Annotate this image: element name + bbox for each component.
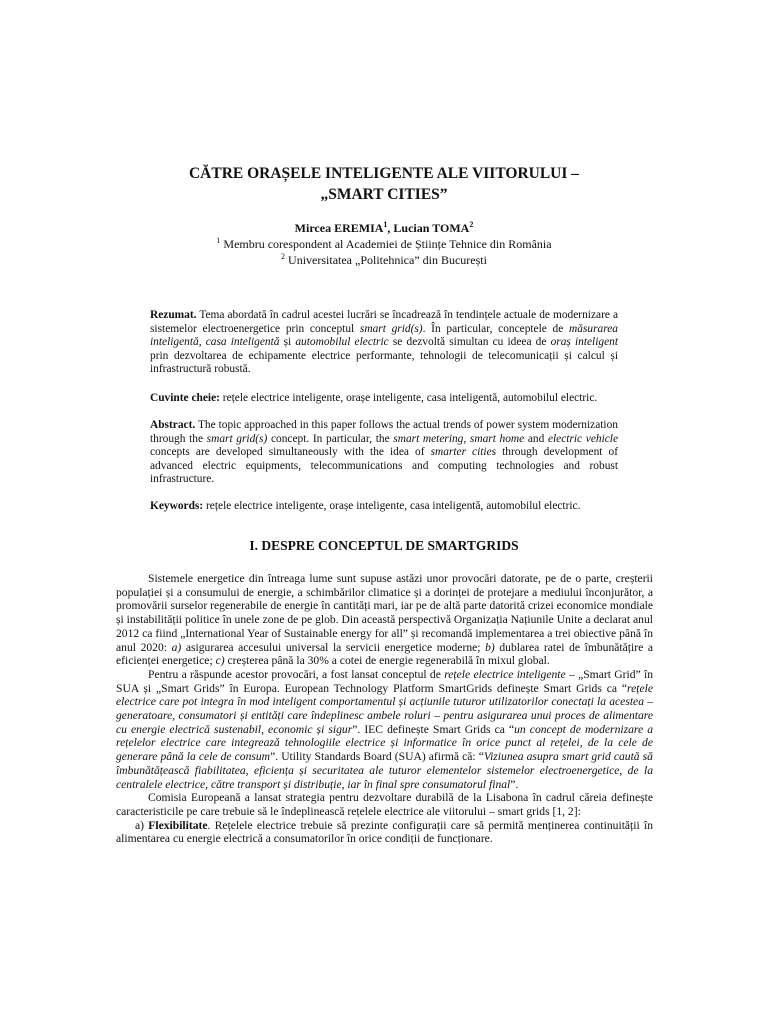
list-item-text: . Rețelele electrice trebuie să prezinte configurații care să permită menținerea continuității în alimentarea cu energie electrică a consumatorilor în orice condiții de funcționare. xyxy=(116,818,654,846)
rezumat-paragraph xyxy=(150,309,618,377)
cuvinte-cheie-label: Cuvinte cheie: xyxy=(150,392,220,404)
author-names xyxy=(0,220,768,236)
body-italic-run: c) xyxy=(215,654,225,668)
section-heading: I. DESPRE CONCEPTUL DE SMARTGRIDS xyxy=(249,538,519,553)
abstract-paragraph xyxy=(150,419,618,487)
abstract-italic: smart home xyxy=(469,432,525,445)
author-2: Lucian TOMA xyxy=(393,221,470,235)
list-item-label: Flexibilitate xyxy=(148,818,208,832)
author-1-sup: 1 xyxy=(383,220,388,229)
rezumat-italic: oraș inteligent xyxy=(550,336,618,348)
body-text-run: – „Smart Grid” în SUA și „Smart Grids” în Europa. European Technology Platform SmartGrids definește Smart Grids ca “ xyxy=(116,667,653,695)
body-paragraph xyxy=(116,572,653,668)
title-line-2: „SMART CITIES” xyxy=(320,186,448,203)
list-marker: a) xyxy=(135,818,149,832)
rezumat-text: și xyxy=(279,336,296,348)
body-paragraph xyxy=(116,668,653,791)
body-italic-run: Viziunea asupra smart grid caută să îmbunătățească fiabilitatea, eficiența și securitatea ale tuturor elementelor sistemelor electroenergetice, de la centralele electrice, către transport și distribuție, iar în final spre consumatorul final xyxy=(116,750,653,791)
rezumat-text: prin dezvoltarea de echipamente electrice performante, tehnologii de telecomunicații și calcul și infrastructură robustă. xyxy=(150,349,618,375)
rezumat-text: . În particular, conceptele de xyxy=(422,322,570,335)
affiliation-2-sup: 2 xyxy=(281,252,286,261)
rezumat-label: Rezumat. xyxy=(150,309,197,321)
rezumat-text: se dezvoltă simultan cu ideea de xyxy=(388,336,551,348)
body-text xyxy=(116,572,653,846)
authors-block xyxy=(0,220,768,268)
abstract-text: and xyxy=(524,432,548,445)
body-italic-run: a) xyxy=(171,640,182,654)
abstract-text: through development of advanced electric equipments, telecommunications and computing technologies and robust infrastructure. xyxy=(150,446,618,485)
abstract-text: , xyxy=(463,432,470,445)
list-item-flexibilitate xyxy=(116,819,653,846)
rezumat-italic: casa inteligentă xyxy=(205,336,280,348)
body-text-run: ”. Utility Standards Board (SUA) afirmă că: “ xyxy=(270,750,484,764)
abstract-italic: smarter cities xyxy=(430,446,497,458)
abstract-text: The topic approached in this paper follows the actual trends of power system modernization through the xyxy=(150,419,618,445)
body-italic-run: rețele electrice inteligente xyxy=(444,667,566,681)
affiliation-1-sup: 1 xyxy=(216,236,221,245)
abstract-text: concept. In particular, the xyxy=(267,432,394,445)
body-paragraph: Comisia Europeană a lansat strategia pentru dezvoltare durabilă de la Lisabona în cadrul căreia definește caracteristicile pe care trebuie să le îndeplinească rețelele electrice ale viitorului – smart grids [1, 2]: xyxy=(116,791,653,818)
abstract-text: concepts are developed simultaneously with the idea of xyxy=(150,446,431,458)
keywords-paragraph xyxy=(150,500,618,514)
body-italic-run: b) xyxy=(485,640,495,654)
keywords-label: Keywords: xyxy=(150,500,204,512)
author-separator: , xyxy=(387,221,394,235)
paper-title xyxy=(0,163,768,205)
body-text-run: Sistemele energetice din întreaga lume sunt supuse astăzi unor provocări datorate, pe de o parte, creșterii populației și a consumului de energie, a schimbărilor climatice și a dorinței de protejare a mediului înconjurător, a promovării surselor regenerabile de energie în cantități mari, iar pe de altă parte datorită crizei economice mondiale și instabilității politice în unele zone de pe glob. Din această perspectivă Organizația Națiunile Unite a declarat anul 2012 ca fiind „International Year of Sustainable energy for all” și recomandă implementarea a trei obiective până în anul 2020: xyxy=(116,572,653,654)
cuvinte-cheie-paragraph xyxy=(150,392,618,406)
cuvinte-cheie-text: rețele electrice inteligente, orașe inteligente, casa inteligentă, automobilul electric. xyxy=(219,392,598,404)
body-italic-run: rețele electrice care pot integra în mod inteligent comportamentul și acțiunile tuturor utilizatorilor conectați la acestea – generatoare, consumatori și entități care îndeplinesc ambele roluri – pentru asigurarea unui proces de alimentare cu energie electrică sustenabil, economic și sigur xyxy=(116,681,653,736)
affiliation-2 xyxy=(0,252,768,268)
body-text-run: ”. IEC definește Smart Grids ca “ xyxy=(352,722,515,736)
keywords-text: rețele electrice inteligente, orașe inteligente, casa inteligentă, automobilul electric. xyxy=(203,500,581,512)
rezumat-text: Tema abordată în cadrul acestei lucrări se încadrează în tendințele actuale de modernizare a sistemelor electroenergetice prin conceptul xyxy=(150,309,618,335)
body-text-run: creșterea până la 30% a cotei de energie regenerabilă în mixul global. xyxy=(224,654,550,668)
abstract-italic: electric vehicle xyxy=(547,432,619,445)
body-text-run: Pentru a răspunde acestor provocări, a fost lansat conceptul de xyxy=(148,667,445,681)
abstract-italic: smart grid(s) xyxy=(206,432,268,445)
abstract-label: Abstract. xyxy=(150,419,196,431)
rezumat-italic: automobilul electric xyxy=(295,336,389,348)
author-2-sup: 2 xyxy=(469,220,474,229)
affiliation-1 xyxy=(0,236,768,252)
rezumat-italic: smart grid(s) xyxy=(359,322,423,335)
body-text-run: asigurarea accesului universal la servicii energetice moderne; xyxy=(181,640,486,654)
body-italic-run: un concept de modernizare a rețelelor electrice care integrează tehnologiile electrice și informatice în orice punct al rețelei, de la cele de generare până la cele de consum xyxy=(116,722,653,764)
rezumat-italic: măsurarea inteligentă xyxy=(150,322,618,348)
author-1: Mircea EREMIA xyxy=(294,221,384,235)
abstract-italic: smart metering xyxy=(393,432,464,445)
affiliation-2-text: Universitatea „Politehnica” din București xyxy=(288,253,487,267)
affiliation-1-text: Membru corespondent al Academiei de Științe Tehnice din România xyxy=(223,237,552,251)
title-line-1: CĂTRE ORAȘELE INTELIGENTE ALE VIITORULUI – xyxy=(188,165,580,182)
body-text-run: ”. xyxy=(510,777,519,791)
body-text-run: dublarea ratei de îmbunătățire a eficienței energetice; xyxy=(116,640,653,668)
rezumat-text: , xyxy=(198,336,206,348)
